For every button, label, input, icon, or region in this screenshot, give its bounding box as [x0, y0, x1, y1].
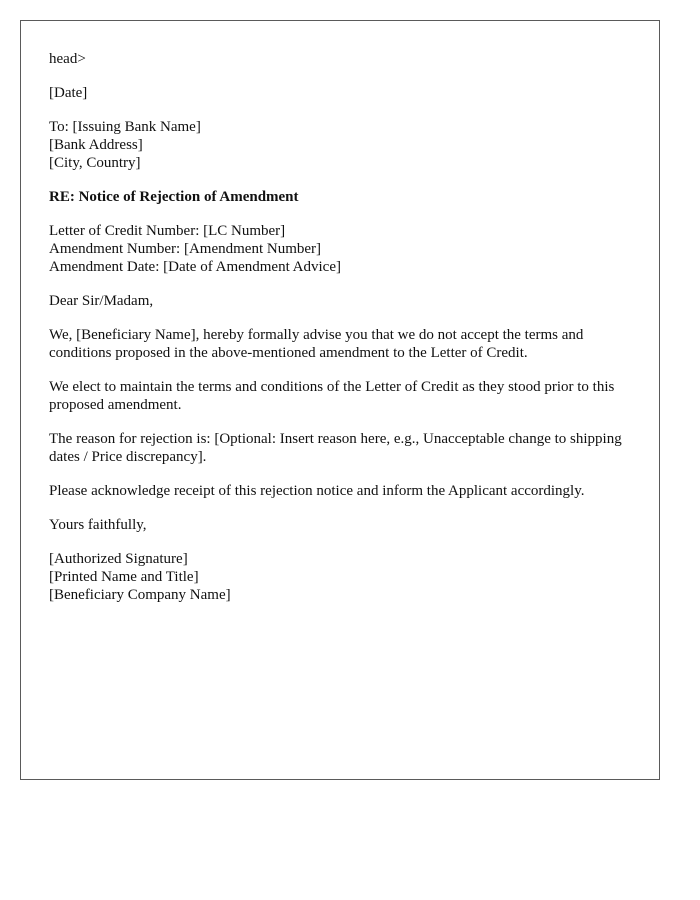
recipient-block [49, 118, 631, 172]
lc-number-line: Letter of Credit Number: [LC Number] [49, 223, 286, 239]
beneficiary-company-name: [Beneficiary Company Name] [49, 587, 231, 603]
recipient-city-country: [City, Country] [49, 155, 141, 171]
authorized-signature: [Authorized Signature] [49, 551, 188, 567]
recipient-address: [Bank Address] [49, 137, 143, 153]
body-paragraph-3: The reason for rejection is: [Optional: Insert reason here, e.g., Unacceptable change to shipping dates / Price discrepancy]. [49, 431, 622, 465]
body-paragraph-4: Please acknowledge receipt of this rejection notice and inform the Applicant accordingly. [49, 483, 585, 499]
signature-block [49, 550, 631, 604]
subject-line: RE: Notice of Rejection of Amendment [49, 189, 299, 205]
closing: Yours faithfully, [49, 517, 147, 533]
salutation: Dear Sir/Madam, [49, 293, 154, 309]
recipient-to-line: To: [Issuing Bank Name] [49, 119, 201, 135]
body-paragraph-1: We, [Beneficiary Name], hereby formally advise you that we do not accept the terms and conditions proposed in the above-mentioned amendment to the Letter of Credit. [49, 327, 584, 361]
printed-name-title: [Printed Name and Title] [49, 569, 199, 585]
amendment-number-line: Amendment Number: [Amendment Number] [49, 241, 322, 257]
letter-page [20, 20, 660, 780]
letter-date: [Date] [49, 85, 88, 101]
amendment-date-line: Amendment Date: [Date of Amendment Advice] [49, 259, 341, 275]
reference-block [49, 222, 631, 276]
body-paragraph-2: We elect to maintain the terms and conditions of the Letter of Credit as they stood prior to this proposed amendment. [49, 379, 615, 413]
stray-tag-text: head> [49, 51, 86, 67]
